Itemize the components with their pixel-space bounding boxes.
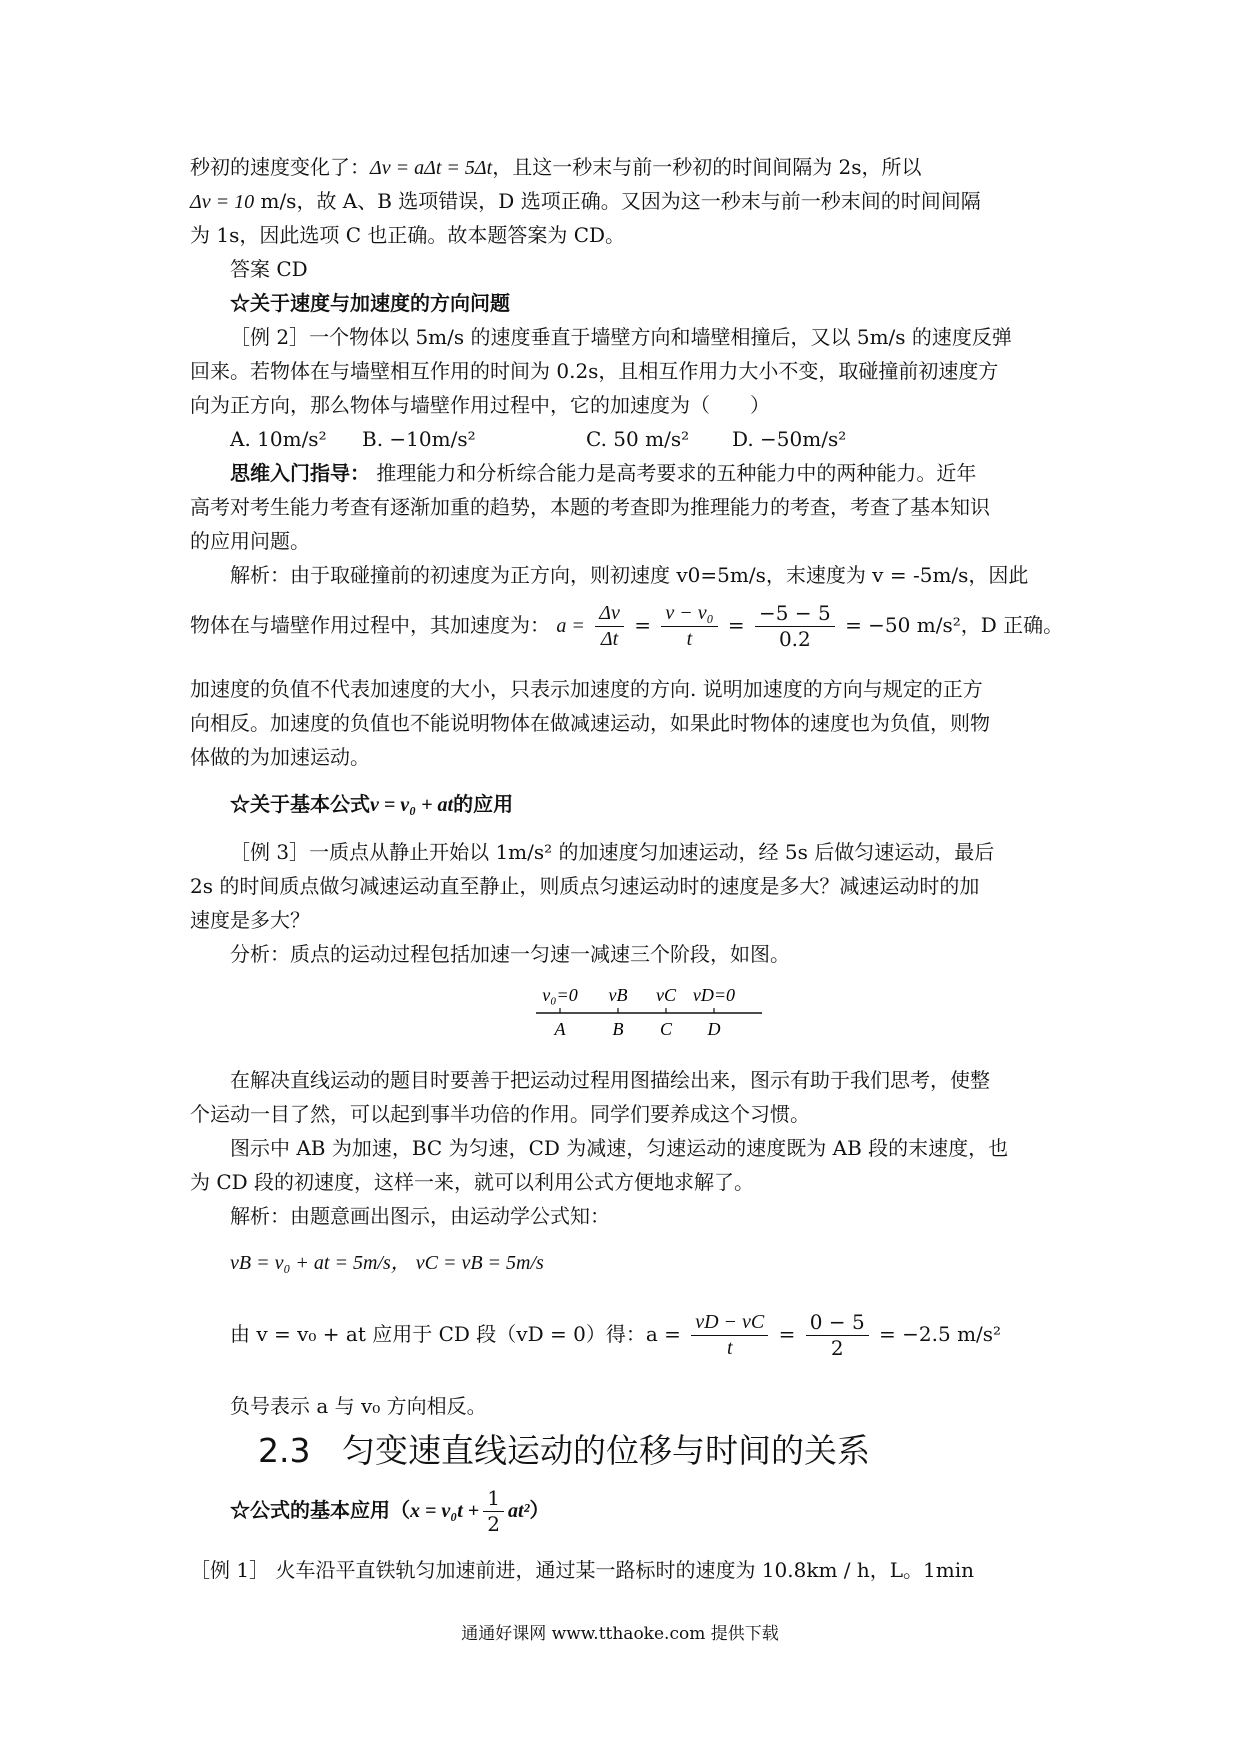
- text-line: 在解决直线运动的题目时要善于把运动过程用图描绘出来，图示有助于我们思考，使整: [230, 1068, 990, 1092]
- section-number: 2.3: [258, 1431, 311, 1470]
- motion-diagram: [530, 975, 770, 1045]
- text-line: 体做的为加速运动。: [190, 745, 370, 769]
- fraction: [483, 1486, 504, 1537]
- text-span: 由 v = v₀ + at 应用于 CD 段（vD = 0）得：a =: [230, 1322, 681, 1346]
- text-span: = −2.5 m/s²: [879, 1322, 1002, 1346]
- section-heading: [230, 1486, 550, 1537]
- denominator: 2: [830, 1336, 844, 1360]
- numerator: −5 − 5: [755, 601, 835, 627]
- section-heading: ☆关于速度与加速度的方向问题: [230, 291, 510, 315]
- equation: at²: [507, 1500, 530, 1522]
- option-b: B. −10m/s²: [362, 427, 476, 451]
- velocity-label: v₀=0: [542, 985, 578, 1005]
- text-line: 向相反。加速度的负值也不能说明物体在做减速运动，如果此时物体的速度也为负值，则物: [190, 711, 990, 735]
- denominator: Δt: [600, 628, 619, 650]
- text-line: 为 CD 段的初速度，这样一来，就可以利用公式方便地求解了。: [190, 1170, 755, 1194]
- text-line: 的应用问题。: [190, 529, 310, 553]
- denominator: t: [686, 628, 693, 650]
- text-span: m/s，故 A、B 选项错误，D 选项正确。又因为这一秒末与前一秒末间的时间间隔: [254, 189, 981, 213]
- numerator: 1: [483, 1486, 504, 1512]
- fraction: [691, 1310, 768, 1361]
- equals: =: [778, 1322, 796, 1346]
- text-span: = −50 m/s²，D 正确。: [845, 613, 1064, 637]
- equation: x = v₀t +: [410, 1500, 480, 1522]
- equals: =: [634, 613, 651, 637]
- text-line: 解析：由题意画出图示，由运动学公式知：: [230, 1204, 610, 1228]
- text-line: [190, 187, 981, 216]
- velocity-label: vB: [608, 985, 628, 1005]
- label: 思维入门指导：: [230, 461, 370, 485]
- text-line: 回来。若物体在与墙壁相互作用的时间为 0.2s，且相互作用力大小不变，取碰撞前初速度方: [190, 359, 999, 383]
- text-line: ［例 3］一质点从静止开始以 1m/s² 的加速度匀加速运动，经 5s 后做匀速运动，最后: [230, 840, 995, 864]
- text-line: 速度是多大？: [190, 908, 310, 932]
- fraction: [661, 601, 717, 652]
- text-span: 秒初的速度变化了：: [190, 155, 370, 179]
- equals: =: [727, 613, 745, 637]
- numerator: 0 − 5: [806, 1310, 869, 1336]
- denominator: 2: [487, 1512, 500, 1536]
- footer: 通通好课网 www.tthaoke.com 提供下载: [461, 1624, 779, 1644]
- option-c: C. 50 m/s²: [586, 427, 690, 451]
- text-span: ）: [529, 1498, 550, 1522]
- point-label: B: [612, 1019, 624, 1039]
- equation: a =: [556, 615, 585, 637]
- section-heading: [230, 790, 513, 819]
- answer-line: 答案 CD: [230, 257, 308, 281]
- text-line: 高考对考生能力考查有逐渐加重的趋势，本题的考查即为推理能力的考查，考查了基本知识: [190, 495, 990, 519]
- text-span: 物体在与墙壁作用过程中，其加速度为：: [190, 613, 550, 637]
- point-label: A: [554, 1019, 566, 1039]
- text-line: [230, 459, 976, 487]
- text-span: ☆关于基本公式: [230, 792, 370, 816]
- point-label: C: [659, 1019, 673, 1039]
- fraction: [755, 601, 835, 652]
- fraction: [806, 1310, 869, 1361]
- formula-line: [230, 1310, 1001, 1361]
- numerator: v − v₀: [661, 601, 717, 627]
- equation-line: vB = v₀ + at = 5m/s， vC = vB = 5m/s: [230, 1252, 544, 1274]
- text-line: ［例 2］一个物体以 5m/s 的速度垂直于墙壁方向和墙壁相撞后，又以 5m/s 的速度反弹: [230, 325, 1012, 349]
- text-line: 加速度的负值不代表加速度的大小，只表示加速度的方向. 说明加速度的方向与规定的正方: [190, 677, 983, 701]
- text-line: ［例 1］ 火车沿平直铁轨匀加速前进，通过某一路标时的速度为 10.8km / h，L。1min: [190, 1558, 974, 1582]
- text-line: 解析：由于取碰撞前的初速度为正方向，则初速度 v0=5m/s，末速度为 v = -5m/s，因此: [230, 563, 1029, 587]
- velocity-label: vD=0: [692, 985, 736, 1005]
- text-span: 的应用: [453, 792, 514, 816]
- velocity-label: vC: [656, 985, 676, 1005]
- option-d: D. −50m/s²: [732, 427, 847, 451]
- formula-line: [190, 601, 1063, 652]
- text-line: [190, 153, 922, 182]
- text-line: 图示中 AB 为加速，BC 为匀速，CD 为减速，匀速运动的速度既为 AB 段的末速度，也: [230, 1136, 1009, 1160]
- text-line: 为 1s，因此选项 C 也正确。故本题答案为 CD。: [190, 223, 626, 247]
- fraction: [595, 601, 624, 652]
- section-title: [258, 1425, 870, 1472]
- denominator: 0.2: [778, 627, 811, 651]
- equation: Δv = 10: [190, 191, 255, 213]
- equation: Δv = aΔt = 5Δt: [370, 157, 493, 179]
- numerator: vD − vC: [691, 1310, 768, 1336]
- text-line: 向为正方向，那么物体与墙壁作用过程中，它的加速度为（ ）: [190, 393, 770, 417]
- text-line: 个运动一目了然，可以起到事半功倍的作用。同学们要养成这个习惯。: [190, 1102, 810, 1126]
- text-line: 负号表示 a 与 v₀ 方向相反。: [230, 1394, 487, 1418]
- numerator: Δv: [595, 601, 624, 627]
- text-line: 2s 的时间质点做匀减速运动直至静止，则质点匀速运动时的速度是多大？减速运动时的加: [190, 874, 980, 898]
- option-a: A. 10m/s²: [230, 427, 327, 451]
- text-span: ☆公式的基本应用（: [230, 1498, 410, 1522]
- equation: v = v₀ + at: [370, 794, 454, 816]
- denominator: t: [726, 1337, 733, 1359]
- section-title-text: 匀变速直线运动的位移与时间的关系: [341, 1431, 870, 1470]
- text-span: 推理能力和分析综合能力是高考要求的五种能力中的两种能力。近年: [370, 461, 977, 485]
- text-line: 分析：质点的运动过程包括加速一匀速一减速三个阶段，如图。: [230, 942, 790, 966]
- point-label: D: [707, 1019, 721, 1039]
- text-span: ，且这一秒末与前一秒初的时间间隔为 2s，所以: [492, 155, 922, 179]
